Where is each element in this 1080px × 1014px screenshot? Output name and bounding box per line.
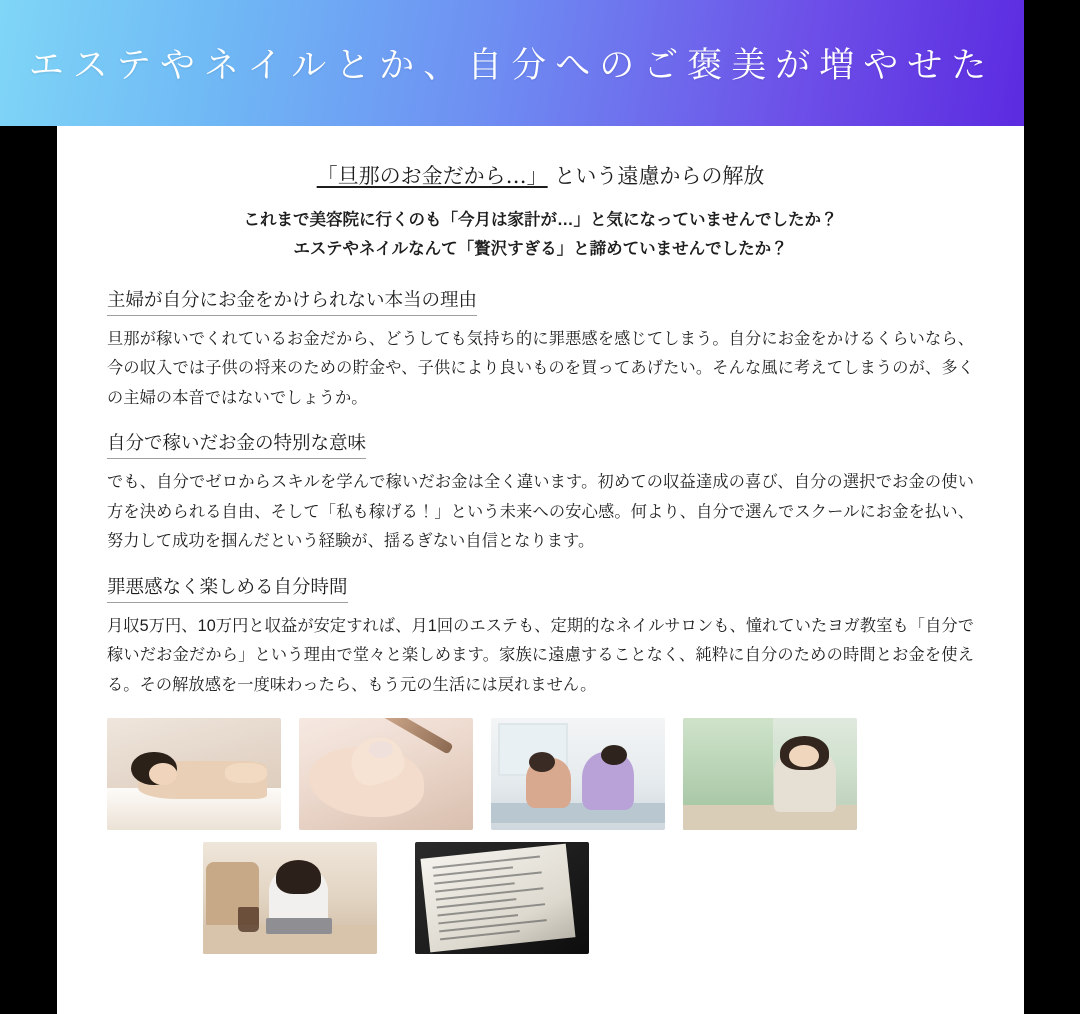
section-metime-body: 月収5万円、10万円と収益が安定すれば、月1回のエステも、定期的なネイルサロンも、憧れていたヨガ教室も「自分で稼いだお金だから」という理由で堂々と楽しめます。家族に遠慮することなく、純粋に自分のための時間とお金を使える。その解放感を一度味わったら、もう元の生活には戻れません。 bbox=[107, 616, 974, 694]
subheading-line-2: エステやネイルなんて「贅沢すぎる」と諦めていませんでしたか？ bbox=[293, 239, 788, 258]
photo-nail-art bbox=[299, 718, 473, 830]
section-meaning bbox=[107, 429, 974, 556]
section-meaning-body: でも、自分でゼロからスキルを学んで稼いだお金は全く違います。初めての収益達成の喜び、自分の選択でお金の使い方を決められる自由、そして「私も稼げる！」という未来への安心感。何より、自分で選んでスクールにお金を払い、努力して成功を掴んだという経験が、揺るぎない自信となります。 bbox=[107, 473, 974, 551]
photo-yoga-class bbox=[491, 718, 665, 830]
content-sheet bbox=[57, 126, 1024, 1014]
section-reason-body: 旦那が稼いでくれているお金だから、どうしても気持ち的に罪悪感を感じてしまう。自分にお金をかけるくらいなら、今の収入では子供の将来のための貯金や、子供により良いものを買ってあげたい。そんな風に考えてしまうのが、多くの主婦の本音ではないでしょうか。 bbox=[107, 329, 974, 407]
photo-laptop-work bbox=[203, 842, 377, 954]
photo-bank-passbook bbox=[415, 842, 589, 954]
page-title: エステやネイルとか、自分へのご褒美が増やせた bbox=[28, 46, 996, 86]
photo-gallery-row-2 bbox=[107, 842, 974, 954]
section-reason-heading: 主婦が自分にお金をかけられない本当の理由 bbox=[107, 286, 477, 316]
subheading-block bbox=[107, 206, 974, 264]
page-header-banner bbox=[0, 0, 1024, 126]
lead-rest-text: という遠慮からの解放 bbox=[547, 164, 765, 188]
photo-cafe-relax bbox=[683, 718, 857, 830]
section-metime bbox=[107, 573, 974, 700]
photo-gallery-row-1 bbox=[107, 718, 974, 830]
lead-statement bbox=[107, 160, 974, 190]
photo-spa-massage bbox=[107, 718, 281, 830]
section-reason bbox=[107, 286, 974, 413]
lead-quoted-text: 「旦那のお金だから…」 bbox=[316, 164, 548, 188]
section-metime-heading: 罪悪感なく楽しめる自分時間 bbox=[107, 573, 348, 603]
section-meaning-heading: 自分で稼いだお金の特別な意味 bbox=[107, 429, 366, 459]
subheading-line-1: これまで美容院に行くのも「今月は家計が…」と気になっていませんでしたか？ bbox=[243, 211, 838, 229]
